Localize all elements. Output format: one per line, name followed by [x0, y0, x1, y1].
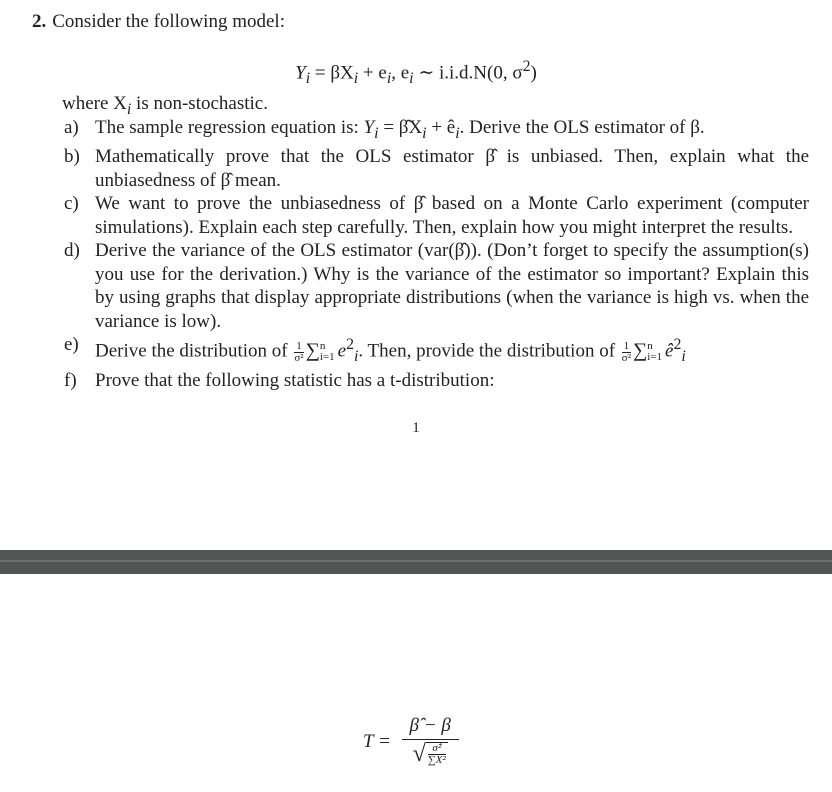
- part-e: e) Derive the distribution of $\frac{1}{\text{σ²}}$ ∑ n i=1 $e^2_i$. Then, provide the distribution of $\frac{1}{\text{σ²}}$ ∑ n i=1 $ê^2_i$: [64, 334, 686, 366]
- model-equation: $Y_i = \beta X_i + e_i$, $e_i$ ∼ i.i.d.N(0, $\sigma^2$): [295, 58, 537, 88]
- t-numerator: β̂ − β: [402, 715, 459, 740]
- question-intro: Consider the following model:: [52, 11, 285, 32]
- assumption-text: where $X_i$ is non-stochastic.: [62, 93, 268, 118]
- page-number: 1: [412, 420, 420, 436]
- part-b: b) Mathematically prove that the OLS estimator β̂ is unbiased. Then, explain what the unbiasedness of β̂ mean.: [64, 146, 809, 191]
- part-a: a) The sample regression equation is: $Y_i$ = $\betâX_i$ + $ê_i$. Derive the OLS estimator of β.: [64, 117, 705, 142]
- part-d: d) Derive the variance of the OLS estimator (var(β̂)). (Don’t forget to specify the assumption(s) you use for the derivation.) Why is the variance of the estimator so important? Explain this by using graphs that display appropriate distributions (when the variance is high vs. when the variance is low).: [64, 240, 809, 332]
- question-heading: [32, 11, 285, 33]
- page-divider: [0, 550, 832, 574]
- part-c: c) We want to prove the unbiasedness of β̂ based on a Monte Carlo experiment (computer simulations). Explain each step carefully. Then, explain how you might interpret the results.: [64, 193, 809, 238]
- question-parts: [64, 116, 809, 392]
- question-number: 2.: [32, 11, 47, 32]
- t-statistic-formula: T = β̂ − β √ $\frac{\text{σ̂²}}{\text{∑X²}}$: [363, 715, 459, 769]
- sqrt-symbol: √ $\frac{\text{σ̂²}}{\text{∑X²}}$: [412, 741, 446, 767]
- part-f: f) Prove that the following statistic has a t-distribution:: [64, 369, 495, 391]
